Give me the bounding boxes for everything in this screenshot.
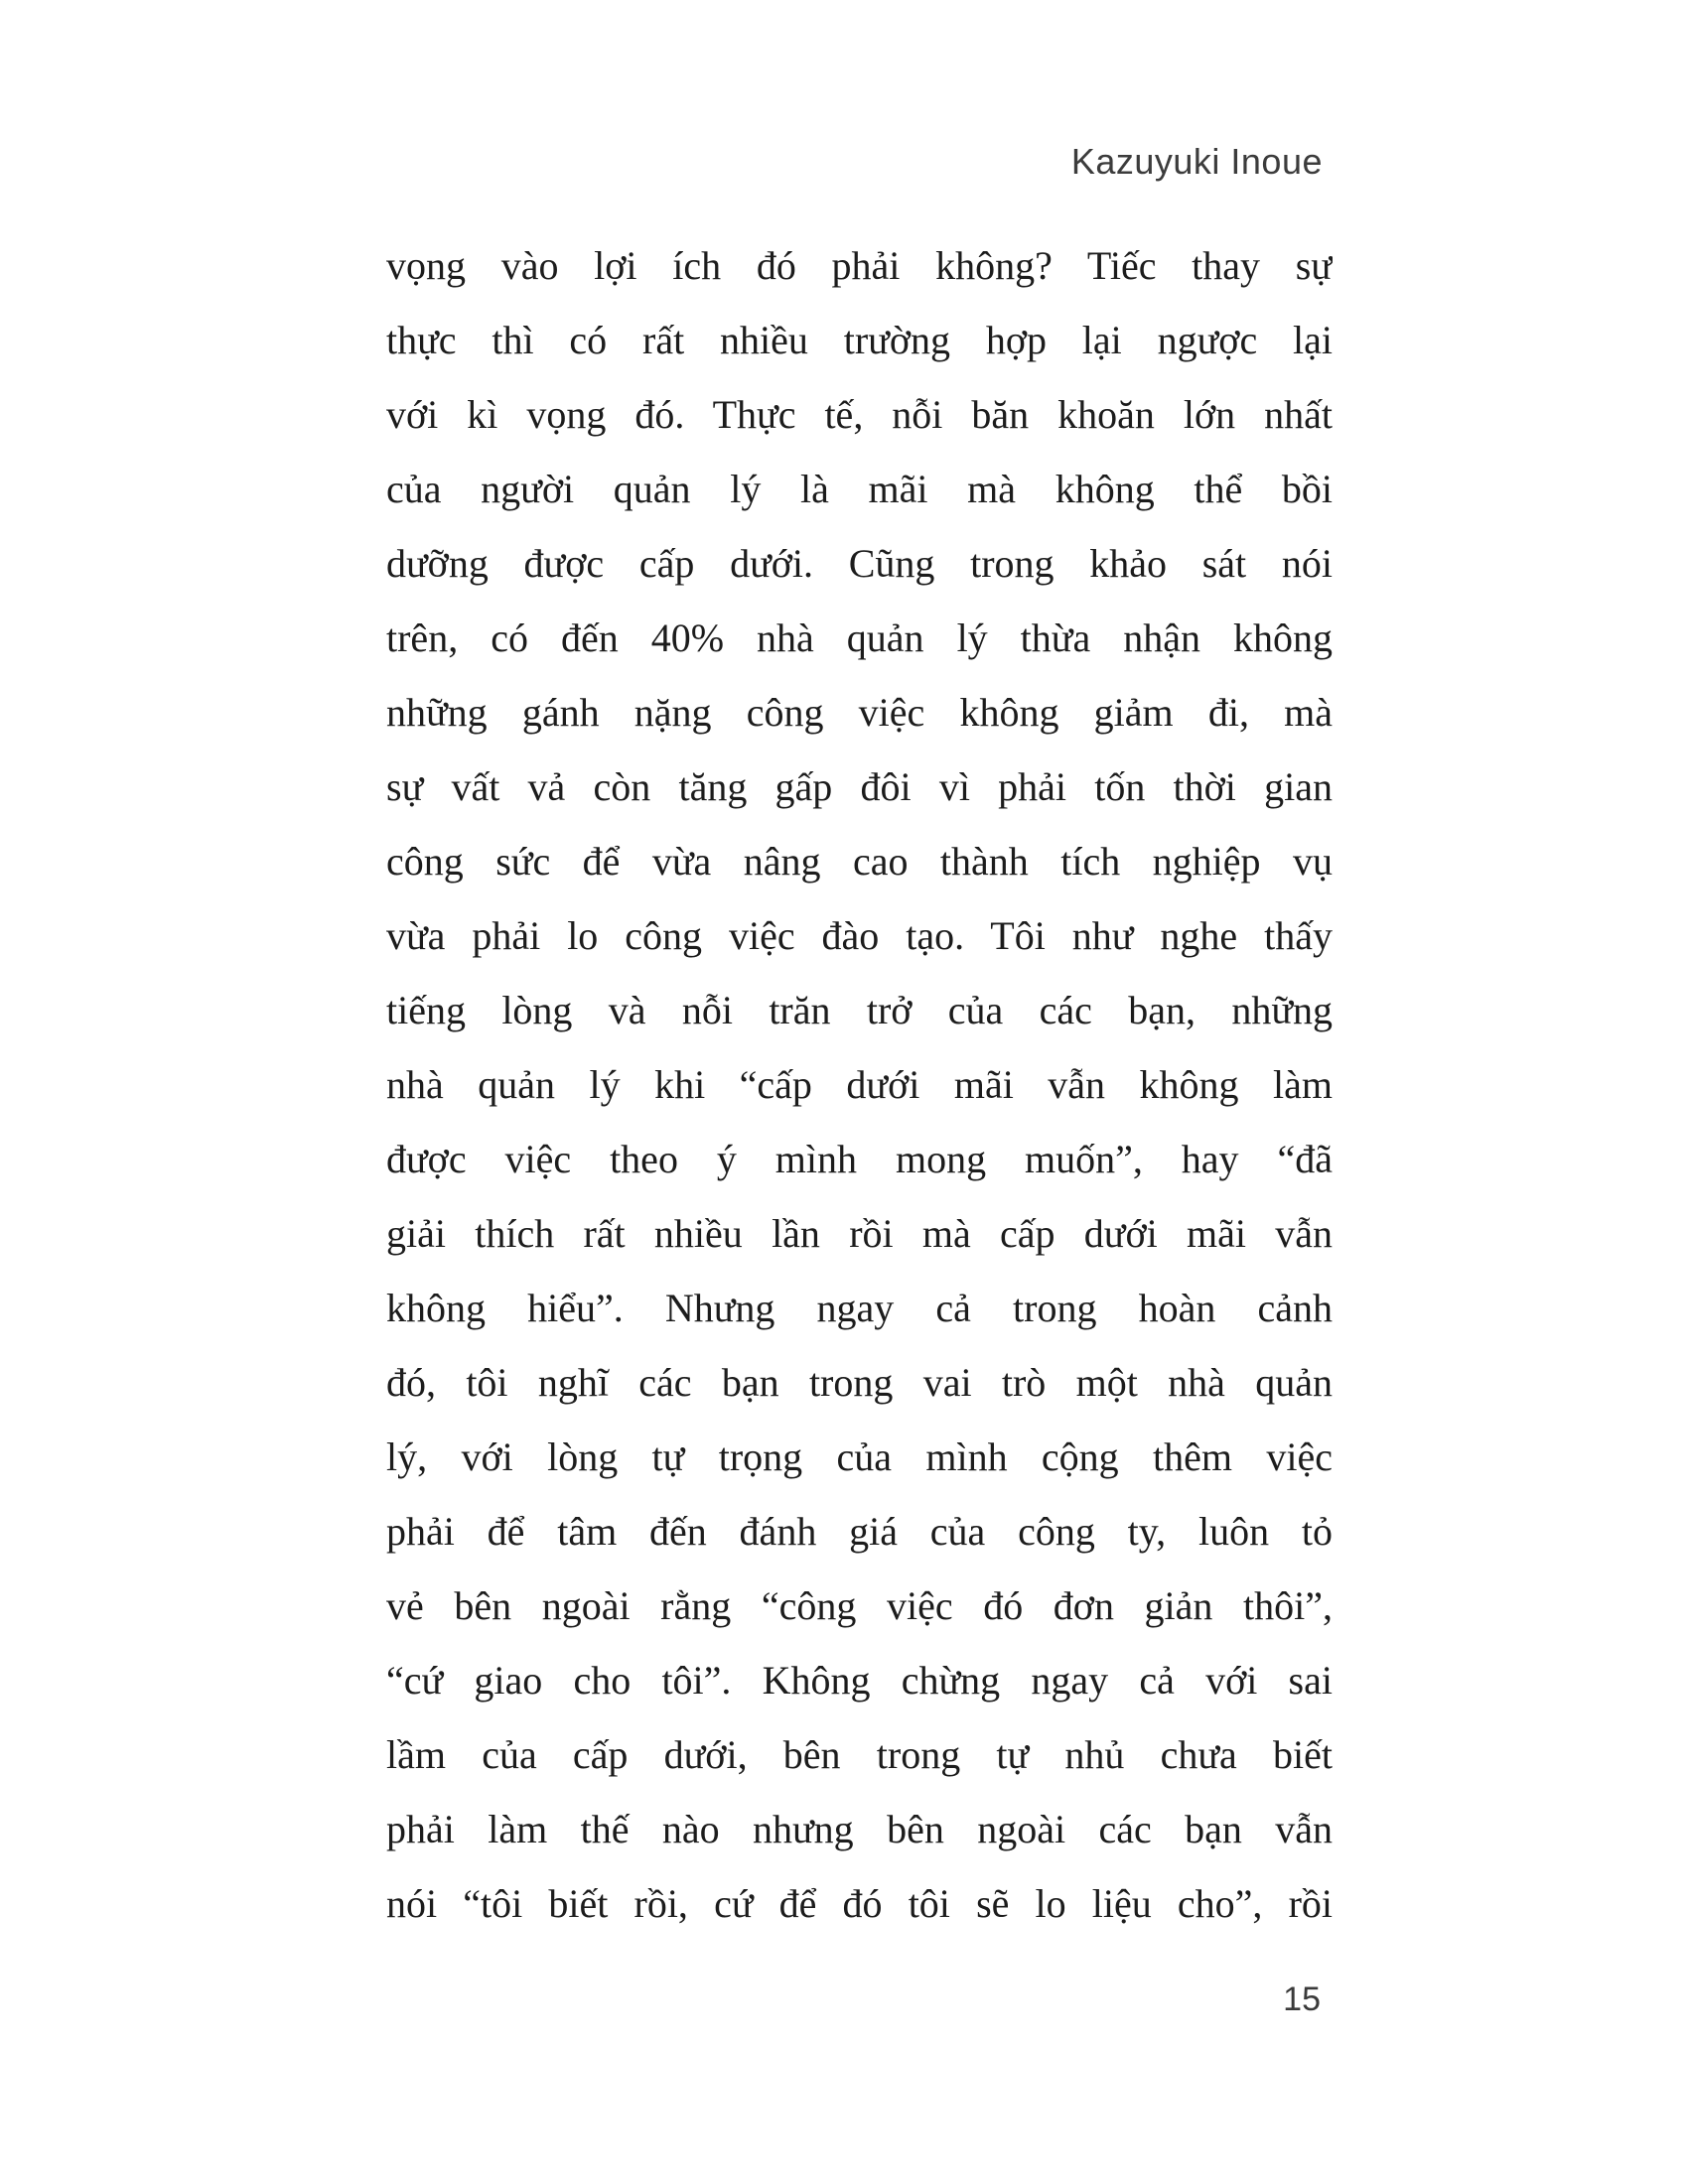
text-line: “cứ giao cho tôi”. Không chừng ngay cả với sai — [386, 1658, 1333, 1703]
running-header-author: Kazuyuki Inoue — [1070, 141, 1323, 182]
text-line: giải thích rất nhiều lần rồi mà cấp dưới mãi vẫn — [386, 1211, 1333, 1256]
text-line: đó, tôi nghĩ các bạn trong vai trò một nhà quản — [386, 1360, 1333, 1405]
text-line: tiếng lòng và nỗi trăn trở của các bạn, những — [386, 988, 1333, 1032]
text-line: những gánh nặng công việc không giảm đi, mà — [386, 690, 1333, 735]
text-line: thực thì có rất nhiều trường hợp lại ngược lại — [386, 318, 1333, 362]
text-line: lý, với lòng tự trọng của mình cộng thêm việc — [386, 1434, 1333, 1479]
text-line: trên, có đến 40% nhà quản lý thừa nhận không — [386, 615, 1333, 660]
text-line: nói “tôi biết rồi, cứ để đó tôi sẽ lo liệu cho”, rồi — [386, 1881, 1333, 1926]
page-number: 15 — [1283, 1980, 1321, 2018]
text-line: lầm của cấp dưới, bên trong tự nhủ chưa biết — [386, 1732, 1333, 1777]
text-line: dưỡng được cấp dưới. Cũng trong khảo sát nói — [386, 541, 1333, 586]
text-line: nhà quản lý khi “cấp dưới mãi vẫn không làm — [386, 1062, 1333, 1107]
body-text-block — [386, 228, 1333, 1941]
text-line: phải làm thế nào nhưng bên ngoài các bạn vẫn — [386, 1807, 1333, 1851]
text-line: với kì vọng đó. Thực tế, nỗi băn khoăn lớn nhất — [386, 392, 1333, 437]
text-line: vọng vào lợi ích đó phải không? Tiếc thay sự — [386, 243, 1333, 288]
text-line: công sức để vừa nâng cao thành tích nghiệp vụ — [386, 839, 1333, 884]
text-line: vừa phải lo công việc đào tạo. Tôi như nghe thấy — [386, 913, 1333, 958]
text-line: sự vất vả còn tăng gấp đôi vì phải tốn thời gian — [386, 764, 1333, 809]
text-line: của người quản lý là mãi mà không thể bồi — [386, 467, 1333, 511]
text-line: vẻ bên ngoài rằng “công việc đó đơn giản thôi”, — [386, 1583, 1333, 1628]
text-line: phải để tâm đến đánh giá của công ty, luôn tỏ — [386, 1509, 1333, 1554]
text-line: không hiểu”. Nhưng ngay cả trong hoàn cảnh — [386, 1286, 1333, 1330]
text-line: được việc theo ý mình mong muốn”, hay “đã — [386, 1137, 1333, 1181]
